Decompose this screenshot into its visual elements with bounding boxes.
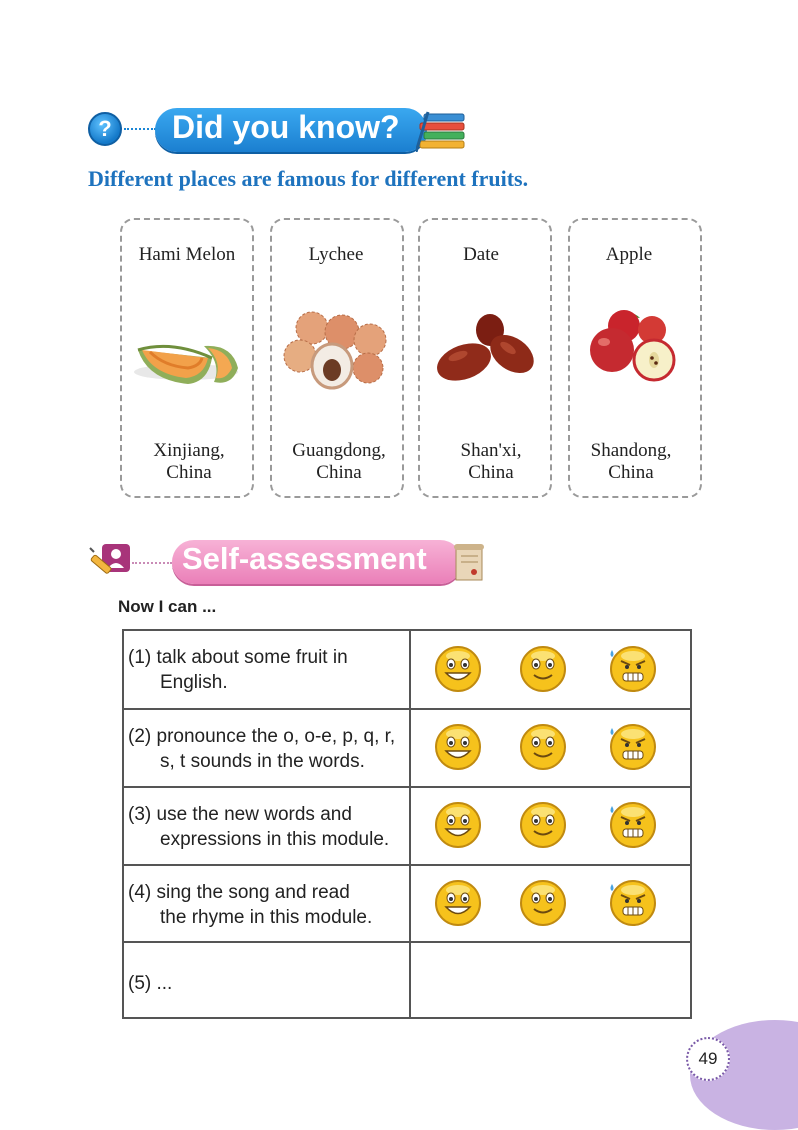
- fruit-name: Date: [463, 244, 499, 265]
- date-image: [428, 310, 548, 400]
- worried-face-icon: [608, 722, 658, 772]
- fruit-name: Lychee: [308, 244, 364, 265]
- dotted-connector: [132, 562, 172, 564]
- dotted-connector: [124, 128, 156, 130]
- fruit-place: Xinjiang, China: [153, 440, 225, 483]
- big-smile-face-icon: [433, 878, 483, 928]
- fruit-name: Apple: [605, 244, 653, 265]
- fruit-name: Hami Melon: [138, 244, 236, 265]
- fruit-place: Shan'xi, China: [460, 440, 522, 483]
- smile-face-icon: [518, 722, 568, 772]
- hami-melon-image: [128, 310, 248, 400]
- did-you-know-subtitle: Different places are famous for different fruits.: [88, 166, 529, 191]
- table-row: [124, 864, 690, 941]
- row-text: expressions in this module.: [160, 829, 390, 850]
- big-smile-face-icon: [433, 722, 483, 772]
- table-row: [124, 786, 690, 863]
- smile-face-icon: [518, 800, 568, 850]
- row-text: s, t sounds in the words.: [160, 751, 365, 772]
- self-assessment-table: [122, 629, 692, 1019]
- books-icon: [416, 108, 470, 152]
- smile-face-icon: [518, 878, 568, 928]
- did-you-know-title: Did you know?: [172, 109, 400, 145]
- question-icon: ?: [88, 112, 122, 146]
- smile-face-icon: [518, 644, 568, 694]
- worried-face-icon: [608, 800, 658, 850]
- fruit-place: Guangdong, China: [292, 440, 386, 483]
- now-i-can-label: Now I can ...: [118, 597, 217, 616]
- lychee-image: [278, 310, 398, 400]
- row-text: (2) pronounce the o, o-e, p, q, r,: [128, 726, 396, 747]
- row-text: English.: [160, 672, 228, 693]
- worried-face-icon: [608, 644, 658, 694]
- big-smile-face-icon: [433, 800, 483, 850]
- worried-face-icon: [608, 878, 658, 928]
- table-row: [124, 941, 690, 1018]
- row-text: the rhyme in this module.: [160, 907, 373, 928]
- row-text: (1) talk about some fruit in: [128, 647, 348, 668]
- row-text: (3) use the new words and: [128, 804, 352, 825]
- table-row: [124, 708, 690, 785]
- pencil-profile-icon: [88, 542, 132, 580]
- scroll-icon: [452, 542, 488, 584]
- page-number: 49: [686, 1037, 730, 1081]
- self-assessment-title: Self-assessment: [182, 541, 427, 576]
- big-smile-face-icon: [433, 644, 483, 694]
- row-text: (5) ...: [128, 973, 173, 994]
- table-row: [124, 631, 690, 708]
- apple-image: [574, 310, 694, 400]
- row-text: (4) sing the song and read: [128, 882, 350, 903]
- fruit-place: Shandong, China: [590, 440, 672, 483]
